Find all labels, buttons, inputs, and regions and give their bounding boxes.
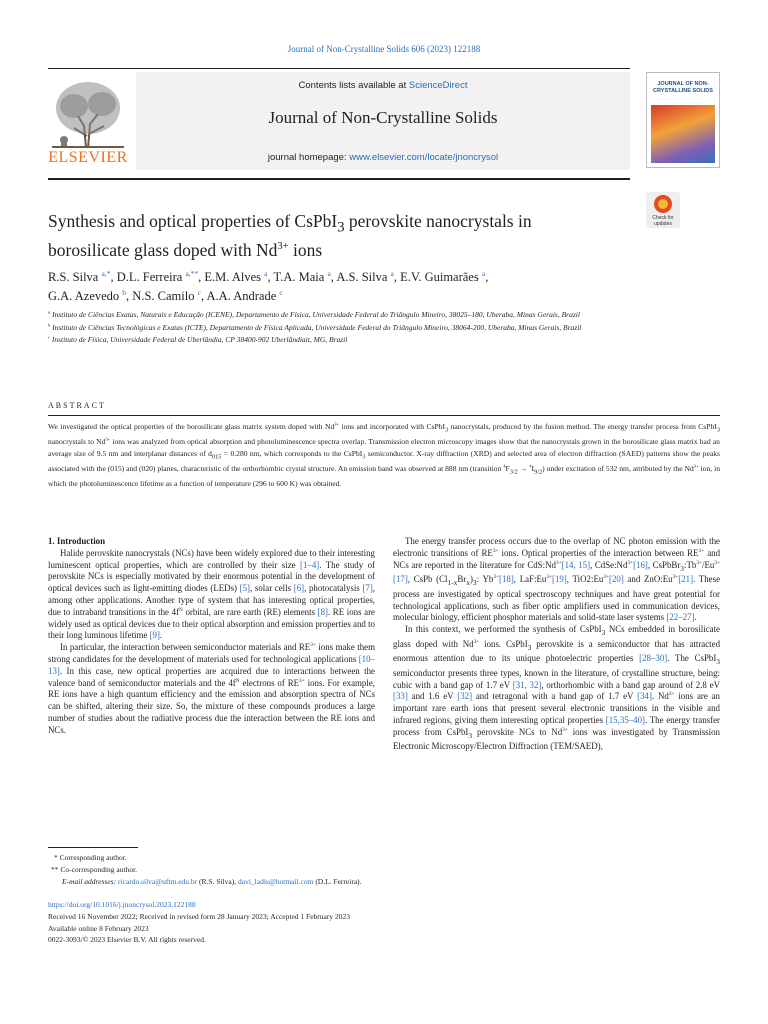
affiliations — [48, 310, 628, 348]
affiliation-b: $^b$ Instituto de Ciências Tecnológicas e Exatas (ICTE), Departamento de Física Aplicada, Universidade Federal do Triângulo Mineiro, 38064-200, Uberaba, Minas Gerais, Brazil — [48, 322, 582, 332]
sciencedirect-link[interactable]: ScienceDirect — [408, 80, 468, 91]
abstract-heading: ABSTRACT — [48, 401, 106, 410]
journal-cover-thumbnail[interactable] — [646, 72, 720, 168]
paragraph: The energy transfer process occurs due to the overlap of NC photon emission with the electronic transitions of $RE^{3+}$ ions. Optical properties of the interaction between $RE^{3+}$ and NCs are reported in the literature for $CdS:Nd^{3+}[14$, 15], $CdSe:Nd^{3+}[16]$, $CsPbBr_3:Tb^{3+}/Eu^{3+}[17]$, CsPb $(Cl_{1-x}Br_x)_3$: $Yb^{3+}[18]$, $LaF:Eu^{3+}[19]$, $TiO2:Eu^{3+}[20]$ and $ZnO:Eu^{3+}[21]$. These process are investigated by optical spectroscopy techniques and have great potential for technological applications, such as fiber optic amplifiers used in communication devices, molecular biology, efficient phosphor materials and solid-state laser systems [22–27]. — [393, 536, 721, 623]
homepage-prefix: journal homepage: — [267, 152, 347, 163]
contents-line — [136, 80, 630, 91]
paragraph: In particular, the interaction between semiconductor materials and $RE^{3+}$ ions make them strong candidates for the development of materials used for technological applications [10–13]. In this case, new optical properties are acquired due to interactions between the valence band of semiconductor materials and the $4f^N$ electrons of $RE^{3+}$ ions. For example, RE ions have a high quantum efficiency and the emission and absorption spectra of NCs can be shifted, altering their size. So, the mixture of these compounds produces a large number of studies about the radiative process due the interaction between the RE ions and NCs. — [48, 642, 376, 735]
journal-title: Journal of Non-Crystalline Solids — [268, 108, 498, 127]
doi-link[interactable]: https://doi.org/10.1016/j.jnoncrysol.2023.122188 — [48, 900, 196, 909]
paragraph: In this context, we performed the synthesis of CsPbI$_3$ NCs embedded in borosilicate glass doped with $Nd^{3+}$ ions. CsPbI$_3$ perovskite is a semiconductor that has attracted enormous attention due to its unique photoelectric properties [28–30]. The CsPbI$_3$ semiconductor presents three types, known in the literature, of crystalline structure, being: cubic with a band gap of 1.7 eV [31, 32], orthorhombic with a band gap around of 2.8 eV [33] and 1.6 eV [32] and tetragonal with a band gap of 1.7 eV [34]. $Nd^{3+}$ ions are an important rare earth ions that present several electronic transitions in the visible and infrared regions, giving them interesting optical properties [15,35–40]. The energy transfer process from CsPbI$_3$ perovskite NCs to $Nd^{3+}$ ions was investigated by Transmission Electronic Microscopy/Electron Diffraction (TEM/SAED), — [393, 624, 721, 752]
author-list: R.S. Silva $^{a,*}$, D.L. Ferreira $^{a,**}$, E.M. Alves $^a$, T.A. Maia $^a$, A.S. Silva $^a$, E.V. Guimarães $^a$, G.A. Azevedo $^b$, N.S. Camilo $^c$, A.A. Andrade $^c$ — [48, 268, 489, 303]
received-dates: Received 16 November 2022; Received in revised form 28 January 2023; Accepted 1 February 2023 — [48, 911, 350, 921]
cover-image — [651, 105, 715, 163]
affiliation-a: $^a$ Instituto de Ciências Exatas, Naturais e Educação (ICENE), Departamento de Física, Universidade Federal do Triângulo Mineiro, 38025–180, Uberaba, Minas Gerais, Brazil — [48, 309, 580, 319]
article-title: Synthesis and optical properties of CsPbI$_3$ perovskite nanocrystals in borosilicate glass doped with $Nd^{3+}$ ions — [48, 211, 532, 260]
body-column-left — [48, 536, 375, 737]
abstract-text: We investigated the optical properties of the borosilicate glass matrix system doped with $Nd^{3+}$ ions and incorporated with CsPbI$_3$ nanocrystals, produced by the fusion method. The energy transfer process from CsPbI$_3$ nanocrystals to $Nd^{3+}$ ions was analyzed from optical absorption and photoluminescence spectra overlap. Transmission electron microscopy images show that the nanocrystals grown in the borosilicate glass matrix had an average size of 9.5 nm and interplanar distances of $d_{015} = 0.280$ nm, which corresponds to the CsPbI$_3$ semiconductor. X-ray diffraction (XRD) and selected area of electron diffraction (SAED) patterns show the peaks associated with the (015) and (020) planes, characteristic of the orthorhombic crystal structure. An emission band was observed at 888 nm (transition $^4F_{3/2} \to ^4I_{9/2}$) under excitation of 532 nm, attributed by the $Nd^{3+}$ ion, in which the photoluminescence lifetime as a function of temperature (296 to 600 K) was obtained. — [48, 421, 720, 488]
check-updates-icon-inner — [658, 199, 668, 209]
check-for-updates-badge[interactable] — [646, 192, 680, 228]
section-heading-introduction: 1. Introduction — [48, 536, 106, 546]
abstract-rule — [48, 415, 720, 416]
cover-title: JOURNAL OF NON-CRYSTALLINE SOLIDS — [653, 81, 713, 94]
homepage-link[interactable]: www.elsevier.com/locate/jnoncrysol — [349, 152, 499, 163]
header-rule-bottom — [48, 178, 630, 180]
journal-citation[interactable]: Journal of Non-Crystalline Solids 606 (2023) 122188 — [287, 44, 481, 54]
body-column-right — [393, 536, 720, 753]
header-rule-top — [48, 68, 630, 69]
footnote-corresponding: * Corresponding author. — [54, 853, 127, 862]
paragraph: Halide perovskite nanocrystals (NCs) have been widely explored due to their interesting luminescent optical properties, which are controlled by their size [1–4]. The study of perovskite NCs is especially motivated by their enormous potential in the development of optical devices such as light-emitting diodes (LEDs) [5], solar cells [6], photocatalysis [7], among other applications. Another type of system that has interesting optical properties, due to intraband transitions in the $4f^N$ orbital, are rare earth (RE) elements [8]. RE ions are widely used as optical devices due to their optical absorption and emission properties and to their long luminous lifetime [9]. — [48, 547, 376, 641]
check-updates-label: Check for updates — [652, 215, 674, 227]
homepage-line — [136, 152, 630, 163]
footnote-co-corresponding: ** Co-corresponding author. — [51, 864, 138, 874]
affiliation-c: $^c$ Instituto de Física, Universidade Federal de Uberlândia, CP 38400-902 Uberlândiait, MG, Brazil — [48, 334, 348, 344]
footnote-emails: E-mail addresses: ricardo.silva@uftm.edu.br (R.S. Silva), davi_ladis@hotmail.com (D.L. Ferreira). — [62, 876, 362, 886]
publication-info — [48, 899, 720, 946]
copyright: 0022-3093/© 2023 Elsevier B.V. All rights reserved. — [48, 935, 206, 945]
elsevier-wordmark: ELSEVIER — [48, 149, 128, 166]
available-online: Available online 8 February 2023 — [48, 923, 149, 933]
contents-prefix: Contents lists available at — [298, 80, 407, 91]
footnotes — [48, 852, 720, 887]
footnote-rule — [48, 847, 138, 848]
journal-banner — [136, 72, 630, 170]
